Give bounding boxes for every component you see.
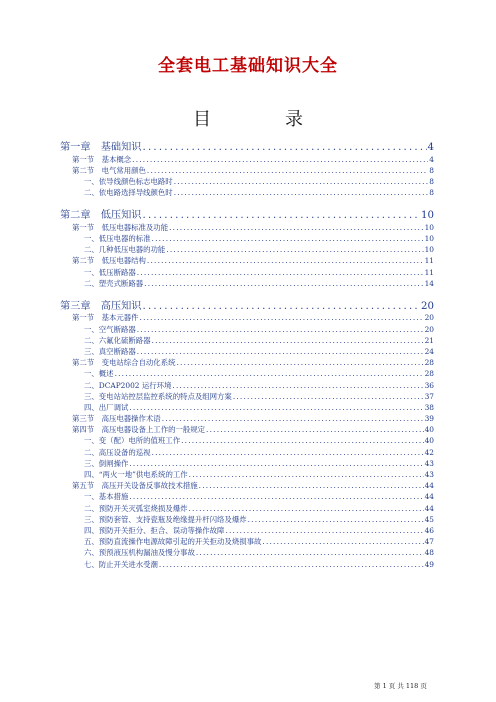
table-of-contents (60, 136, 434, 570)
toc-page-number: 49 (424, 559, 434, 569)
toc-page-number: 20 (424, 313, 434, 323)
toc-entry-text: 一、依导线颜色标志电路时 (84, 176, 173, 186)
toc-subsection-entry[interactable] (60, 435, 434, 446)
toc-heading: 目 录 (193, 109, 331, 130)
toc-entry-text: 一、低压电器的标准 (84, 233, 151, 243)
toc-page-number: 44 (424, 503, 434, 513)
toc-page-number: 40 (424, 436, 434, 446)
toc-subsection-entry[interactable] (60, 335, 434, 346)
toc-page-number: 43 (424, 458, 434, 468)
toc-entry-text: 四、出厂调试 (84, 402, 129, 412)
toc-subsection-entry[interactable] (60, 244, 434, 255)
toc-page-number: 20 (421, 300, 434, 312)
toc-subsection-entry[interactable] (60, 380, 434, 391)
toc-entry-text: 二、依电路选择导线颜色时 (84, 188, 173, 198)
toc-entry-text: 第四节 高压电器设备上工作的一般规定 (72, 425, 206, 435)
toc-gap (60, 289, 434, 295)
toc-leader-dots (188, 504, 423, 513)
toc-leader-dots (172, 381, 423, 390)
toc-leader-dots (189, 470, 424, 479)
toc-entry-text: 一、低压断路器 (84, 267, 136, 277)
toc-leader-dots (140, 313, 424, 322)
toc-section-entry[interactable] (60, 222, 434, 233)
toc-subsection-entry[interactable] (60, 267, 434, 278)
toc-entry-text: 第二节 低压电器结构 (72, 256, 146, 266)
toc-page-number: 44 (424, 492, 434, 502)
toc-page-number: 45 (424, 514, 434, 524)
toc-leader-dots (159, 560, 424, 569)
toc-page-number: 40 (424, 425, 434, 435)
toc-page-number: 10 (424, 245, 434, 255)
toc-entry-text: 二、高压设备的巡视 (84, 447, 151, 457)
toc-subsection-entry[interactable] (60, 536, 434, 547)
toc-page-number: 8 (429, 188, 434, 198)
toc-page-number: 8 (429, 165, 434, 175)
toc-page-number: 8 (429, 176, 434, 186)
toc-leader-dots (199, 481, 424, 490)
toc-leader-dots (181, 436, 424, 445)
toc-section-entry[interactable] (60, 154, 434, 165)
toc-leader-dots (137, 347, 424, 356)
document-title: 全套电工基础知识大全 (158, 56, 338, 76)
toc-leader-dots (147, 256, 424, 265)
toc-subsection-entry[interactable] (60, 402, 434, 413)
toc-subsection-entry[interactable] (60, 458, 434, 469)
toc-page-number: 10 (421, 210, 434, 222)
toc-subsection-entry[interactable] (60, 503, 434, 514)
toc-entry-text: 五、预防直流操作电源故障引起的开关拒动及烧损事故 (84, 537, 262, 547)
toc-leader-dots (129, 403, 423, 412)
toc-entry-text: 二、预防开关灭弧室烧损及爆炸 (84, 503, 188, 513)
toc-entry-text: 第五节 高压开关设备反事故技术措施 (72, 481, 198, 491)
toc-leader-dots (152, 448, 424, 457)
toc-entry-text: 第三章 高压知识 (60, 300, 142, 312)
toc-entry-text: 第二节 变电站综合自动化系统 (72, 358, 176, 368)
toc-page-number: 4 (427, 142, 434, 153)
toc-leader-dots (166, 245, 423, 254)
toc-entry-text: 一、变（配）电所的值班工作 (84, 436, 181, 446)
toc-entry-text: 七、防止开关进水受潮 (84, 559, 158, 569)
toc-entry-text: 第三节 高压电器操作术语 (72, 414, 161, 424)
toc-chapter-entry[interactable] (60, 297, 434, 313)
toc-leader-dots (174, 188, 429, 197)
toc-page-number: 44 (424, 481, 434, 491)
toc-page-number: 37 (424, 391, 434, 401)
toc-entry-text: 三、倒闸操作 (84, 458, 129, 468)
toc-entry-text: 二、塑壳式断路器 (84, 278, 144, 288)
toc-page-number: 47 (424, 537, 434, 547)
toc-entry-text: 一、空气断路器 (84, 324, 136, 334)
toc-page-number: 46 (424, 525, 434, 535)
toc-leader-dots (233, 392, 424, 401)
toc-entry-text: 一、基本措施 (84, 492, 129, 502)
toc-leader-dots (169, 223, 424, 232)
toc-entry-text: 第一节 基本概念 (72, 154, 132, 164)
toc-leader-dots (176, 358, 423, 367)
toc-page-number: 42 (424, 447, 434, 457)
toc-entry-text: 六、预预液压机构漏油及慢分事故 (84, 548, 195, 558)
toc-page-number: 14 (424, 278, 434, 288)
toc-entry-text: 三、预防套管、支持瓷瓶及绝缘提升杆闪络及爆炸 (84, 514, 247, 524)
toc-page-number: 20 (424, 324, 434, 334)
toc-page-number: 11 (424, 256, 434, 266)
toc-leader-dots (147, 166, 428, 175)
toc-page-number: 38 (424, 402, 434, 412)
toc-subsection-entry[interactable] (60, 346, 434, 357)
toc-page-number: 4 (429, 154, 434, 164)
toc-section-entry[interactable] (60, 424, 434, 435)
toc-entry-text: 第二节 电气常用颜色 (72, 165, 146, 175)
toc-subsection-entry[interactable] (60, 514, 434, 525)
toc-page-number: 36 (424, 380, 434, 390)
toc-leader-dots (129, 459, 423, 468)
toc-page-number: 39 (424, 414, 434, 424)
toc-subsection-entry[interactable] (60, 525, 434, 536)
toc-leader-dots (132, 155, 428, 164)
toc-leader-dots (162, 414, 424, 423)
toc-subsection-entry[interactable] (60, 187, 434, 198)
toc-leader-dots (115, 369, 424, 378)
toc-section-entry[interactable] (60, 255, 434, 266)
toc-page-number: 28 (424, 369, 434, 379)
toc-leader-dots (143, 210, 421, 221)
toc-entry-text: 三、变电站站控层监控系统的特点及组网方案 (84, 391, 232, 401)
toc-entry-text: 第一节 低压电器标准及功能 (72, 222, 169, 232)
toc-leader-dots (144, 279, 423, 288)
toc-leader-dots (143, 301, 421, 312)
toc-entry-text: 第二章 低压知识 (60, 210, 142, 222)
toc-chapter-entry[interactable] (60, 206, 434, 222)
toc-entry-text: 四、预防开关拒分、拒合、误动等操作故障 (84, 525, 225, 535)
toc-subsection-entry[interactable] (60, 324, 434, 335)
toc-entry-text: 第一节 基本元器件 (72, 313, 139, 323)
toc-section-entry[interactable] (60, 312, 434, 323)
toc-subsection-entry[interactable] (60, 491, 434, 502)
toc-leader-dots (137, 268, 424, 277)
toc-leader-dots (152, 336, 424, 345)
toc-subsection-entry[interactable] (60, 447, 434, 458)
toc-subsection-entry[interactable] (60, 559, 434, 570)
toc-gap (60, 198, 434, 204)
toc-entry-text: 一、概述 (84, 369, 114, 379)
toc-leader-dots (262, 537, 423, 546)
toc-page-number: 48 (424, 548, 434, 558)
toc-section-entry[interactable] (60, 480, 434, 491)
toc-page-number: 21 (424, 335, 434, 345)
toc-subsection-entry[interactable] (60, 469, 434, 480)
toc-leader-dots (206, 425, 424, 434)
toc-leader-dots (129, 492, 423, 501)
toc-page-number: 10 (424, 233, 434, 243)
toc-subsection-entry[interactable] (60, 278, 434, 289)
toc-leader-dots (143, 142, 427, 153)
toc-page-number: 11 (424, 267, 434, 277)
toc-subsection-entry[interactable] (60, 368, 434, 379)
toc-leader-dots (152, 234, 424, 243)
toc-entry-text: 二、六氟化硫断路器 (84, 335, 151, 345)
toc-leader-dots (174, 177, 429, 186)
toc-page-number: 10 (424, 222, 434, 232)
toc-section-entry[interactable] (60, 413, 434, 424)
toc-section-entry[interactable] (60, 165, 434, 176)
toc-entry-text: 二、几种低压电器的功能 (84, 245, 166, 255)
toc-subsection-entry[interactable] (60, 547, 434, 558)
toc-page-number: 24 (424, 346, 434, 356)
page-footer: 第 1 页 共 118 页 (374, 682, 427, 690)
toc-entry-text: 三、真空断路器 (84, 346, 136, 356)
toc-entry-text: 二、DCAP2002 运行环境 (84, 380, 172, 390)
toc-subsection-entry[interactable] (60, 391, 434, 402)
toc-page-number: 28 (424, 358, 434, 368)
toc-subsection-entry[interactable] (60, 176, 434, 187)
toc-subsection-entry[interactable] (60, 233, 434, 244)
toc-leader-dots (137, 325, 424, 334)
toc-leader-dots (225, 526, 423, 535)
toc-page-number: 43 (424, 470, 434, 479)
toc-leader-dots (248, 515, 424, 524)
toc-chapter-entry[interactable] (60, 138, 434, 154)
toc-entry-text: 四、“两火一地”供电系统的工作 (84, 470, 188, 479)
toc-entry-text: 第一章 基础知识 (60, 142, 142, 153)
toc-leader-dots (196, 548, 424, 557)
toc-section-entry[interactable] (60, 357, 434, 368)
